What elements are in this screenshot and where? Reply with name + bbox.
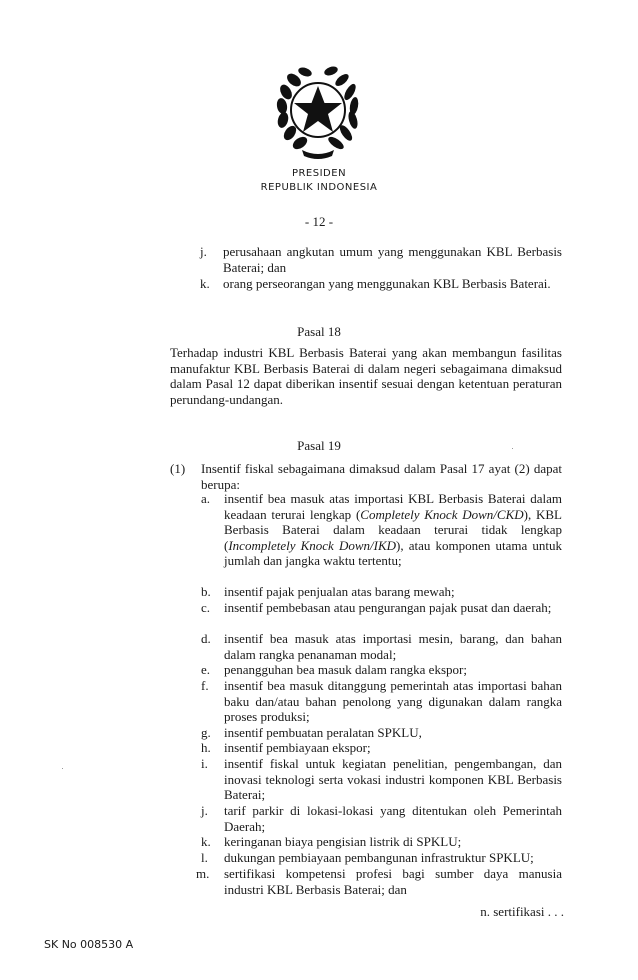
list-item xyxy=(201,834,562,851)
sub-item-label: h. xyxy=(201,740,211,755)
sub-item-a-part3: ), KBL Berbasis Baterai dalam keadaan terurai tidak lengkap ( xyxy=(224,506,562,553)
sub-item-label: c. xyxy=(201,600,211,615)
sub-item-a-italic-ckd: Completely Knock Down/CKD xyxy=(360,506,524,522)
sub-item-label: b. xyxy=(201,584,211,599)
list-item xyxy=(201,584,562,601)
sub-item-label: f. xyxy=(201,678,209,693)
sub-item-label: l. xyxy=(201,850,208,865)
continuation-text: n. sertifikasi . . . xyxy=(480,904,564,919)
ayat-text: Insentif fiskal sebagaimana dimaksud dalam Pasal 17 ayat (2) dapat berupa: xyxy=(201,461,562,492)
pasal-19-title: Pasal 19 xyxy=(297,438,341,453)
header-line-republik: REPUBLIK INDONESIA xyxy=(260,182,378,193)
sub-item-label: m. xyxy=(196,866,210,881)
list-item xyxy=(196,866,562,900)
pasal-18-text: Terhadap industri KBL Berbasis Baterai yang akan membangun fasilitas manufaktur KBL Berbasis Baterai di dalam negeri sebagaimana dimaksud dalam Pasal 12 dapat diberikan insentif sesuai dengan ketentuan peraturan perundang-undangan. xyxy=(170,345,562,407)
ayat-1 xyxy=(170,461,562,495)
sub-item-text: insentif pembebasan atau pengurangan pajak pusat dan daerah; xyxy=(224,600,552,615)
sub-item-label: j. xyxy=(201,803,208,818)
sub-item-text: penangguhan bea masuk dalam rangka ekspor; xyxy=(224,662,467,677)
sub-item-a-part5: ), atau komponen utama untuk jumlah dan jangka waktu tertentu; xyxy=(224,537,562,569)
list-item xyxy=(200,244,562,278)
sub-item-a-italic-ikd: Incompletely Knock Down/IKD xyxy=(228,537,396,553)
list-item-label: j. xyxy=(200,244,207,259)
sub-item-text: insentif bea masuk ditanggung pemerintah atas importasi bahan baku dan/atau bahan penolong yang digunakan dalam rangka proses produksi; xyxy=(224,678,562,725)
sub-item-text: insentif fiskal untuk kegiatan penelitian, pengembangan, dan inovasi teknologi serta vokasi industri komponen KBL Berbasis Baterai; xyxy=(224,756,562,803)
ayat-label: (1) xyxy=(170,461,186,476)
list-item xyxy=(201,631,562,665)
list-item-text: orang perseorangan yang menggunakan KBL Berbasis Baterai. xyxy=(223,276,551,291)
footer-code: SK No 008530 A xyxy=(44,938,134,951)
garuda-emblem-icon xyxy=(272,62,364,162)
list-item xyxy=(201,740,562,757)
list-item-text: perusahaan angkutan umum yang menggunakan KBL Berbasis Baterai; dan xyxy=(223,244,562,275)
sub-item-a-part1: insentif bea masuk atas importasi KBL Berbasis Baterai dalam keadaan terurai lengkap ( xyxy=(224,491,562,522)
sub-item-label: g. xyxy=(201,725,211,740)
sub-item-text: insentif pembiayaan ekspor; xyxy=(224,740,371,755)
sub-item-text xyxy=(224,491,562,569)
list-item xyxy=(201,756,562,804)
sub-item-text: insentif pajak penjualan atas barang mewah; xyxy=(224,584,455,599)
sub-item-label: k. xyxy=(201,834,211,849)
header-line-presiden: PRESIDEN xyxy=(291,168,347,179)
list-item xyxy=(201,662,562,679)
list-item-label: k. xyxy=(200,276,210,291)
page-number: - 12 - xyxy=(304,214,334,229)
list-item xyxy=(201,600,562,634)
sub-item-a xyxy=(201,491,562,571)
sub-item-text: insentif pembuatan peralatan SPKLU, xyxy=(224,725,422,740)
sub-item-label: d. xyxy=(201,631,211,646)
sub-item-text: keringanan biaya pengisian listrik di SPKLU; xyxy=(224,834,462,849)
list-item xyxy=(201,803,562,837)
sub-item-label: i. xyxy=(201,756,208,771)
list-item xyxy=(200,276,562,310)
pasal-18-title: Pasal 18 xyxy=(297,324,341,339)
scan-speck xyxy=(512,448,513,449)
sub-item-label: e. xyxy=(201,662,211,677)
sub-item-text: insentif bea masuk atas importasi mesin, barang, dan bahan dalam rangka penanaman modal; xyxy=(224,631,562,662)
sub-item-label: a. xyxy=(201,491,211,506)
sub-item-text: sertifikasi kompetensi profesi bagi sumber daya manusia industri KBL Berbasis Baterai; dan xyxy=(224,866,562,897)
scan-speck xyxy=(62,768,63,769)
sub-item-text: dukungan pembiayaan pembangunan infrastruktur SPKLU; xyxy=(224,850,534,865)
sub-item-text: tarif parkir di lokasi-lokasi yang ditentukan oleh Pemerintah Daerah; xyxy=(224,803,562,834)
